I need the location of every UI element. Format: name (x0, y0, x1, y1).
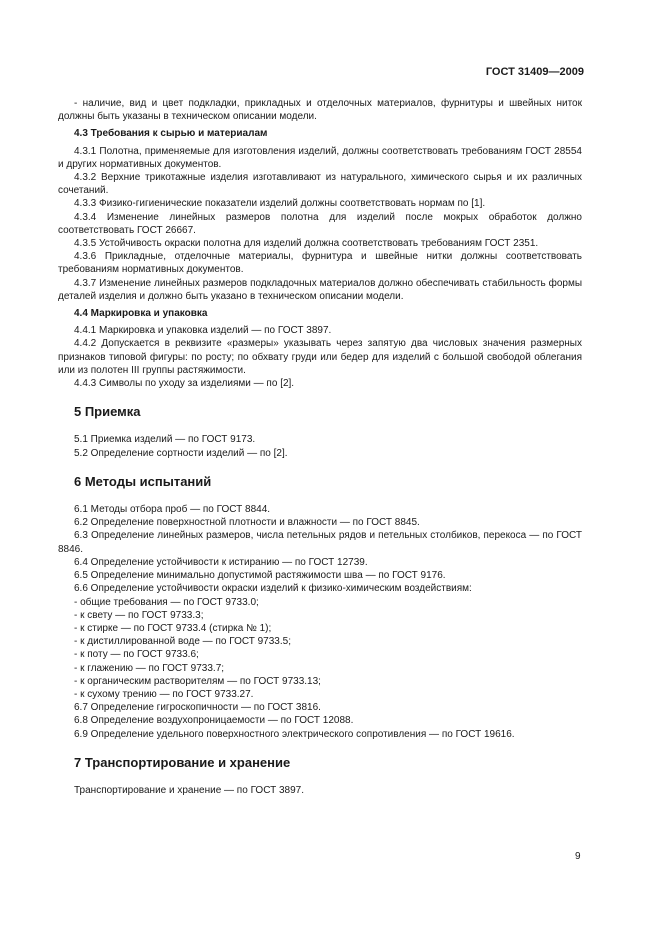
paragraph: 4.3.4 Изменение линейных размеров полотна для изделий после мокрых обработок должно соответствовать ГОСТ 26667. (58, 211, 582, 236)
paragraph: 4.3.2 Верхние трикотажные изделия изготавливают из натурального, химического сырья и их различных сочетаний. (58, 172, 582, 197)
paragraph: 4.3.6 Прикладные, отделочные материалы, фурнитура и швейные нитки должны соответствовать требованиям нормативных документов. (58, 251, 582, 276)
paragraph: 6.3 Определение линейных размеров, числа петельных рядов и петельных столбиков, перекоса — по ГОСТ 8846. (58, 530, 582, 555)
section-heading: 5 Приемка (74, 404, 141, 420)
paragraph: 6.7 Определение гигроскопичности — по ГОСТ 3816. (74, 702, 321, 714)
paragraph: Транспортирование и хранение — по ГОСТ 3897. (74, 784, 304, 796)
paragraph: 6.1 Методы отбора проб — по ГОСТ 8844. (74, 504, 271, 516)
document-body (58, 97, 582, 797)
list-item: - к стирке — по ГОСТ 9733.4 (стирка № 1); (74, 622, 272, 634)
paragraph: 6.4 Определение устойчивости к истиранию — по ГОСТ 12739. (74, 556, 368, 568)
list-item: - к поту — по ГОСТ 9733.6; (74, 649, 199, 661)
paragraph: 4.4.3 Символы по уходу за изделиями — по [2]. (74, 378, 295, 390)
list-item: - к сухому трению — по ГОСТ 9733.27. (74, 688, 254, 700)
list-item: - к дистиллированной воде — по ГОСТ 9733.5; (74, 636, 291, 648)
section-heading: 7 Транспортирование и хранение (74, 754, 291, 770)
paragraph: 4.3.7 Изменение линейных размеров подкладочных материалов должно обеспечивать стабильность формы деталей изделия и должно быть указано в техническом описании модели. (58, 277, 582, 302)
subsection-heading: 4.4 Маркировка и упаковка (74, 308, 208, 320)
paragraph: 4.4.2 Допускается в реквизите «размеры» указывать через запятую два числовых значения размерных признаков типовой фигуры: по росту; по обхвату груди или бедер для изделий с большой свободой облегания или из полотен III группы растяжимости. (58, 338, 582, 376)
document-number: ГОСТ 31409—2009 (485, 66, 584, 78)
paragraph: 5.1 Приемка изделий — по ГОСТ 9173. (74, 434, 256, 446)
paragraph: 6.2 Определение поверхностной плотности и влажности — по ГОСТ 8845. (74, 517, 420, 529)
paragraph: 6.8 Определение воздухопроницаемости — по ГОСТ 12088. (74, 715, 354, 727)
paragraph: 4.3.3 Физико-гигиенические показатели изделий должны соответствовать нормам по [1]. (74, 198, 486, 210)
paragraph: - наличие, вид и цвет подкладки, прикладных и отделочных материалов, фурнитуры и швейных ниток должны быть указаны в техническом описании модели. (58, 98, 582, 123)
paragraph: 4.3.5 Устойчивость окраски полотна для изделий должна соответствовать требованиям ГОСТ 2351. (74, 238, 539, 250)
paragraph: 4.4.1 Маркировка и упаковка изделий — по ГОСТ 3897. (74, 325, 332, 337)
list-item: - к свету — по ГОСТ 9733.3; (74, 609, 204, 621)
paragraph: 6.5 Определение минимально допустимой растяжимости шва — по ГОСТ 9176. (74, 570, 446, 582)
paragraph: 4.3.1 Полотна, применяемые для изготовления изделий, должны соответствовать требованиям ГОСТ 28554 и других нормативных документов. (58, 145, 582, 170)
paragraph: 5.2 Определение сортности изделий — по [2]. (74, 447, 288, 459)
list-item: - к органическим растворителям — по ГОСТ 9733.13; (74, 675, 321, 687)
subsection-heading: 4.3 Требования к сырью и материалам (74, 128, 268, 140)
page-number: 9 (575, 851, 581, 862)
paragraph: 6.6 Определение устойчивости окраски изделий к физико-химическим воздействиям: (74, 583, 472, 595)
paragraph: 6.9 Определение удельного поверхностного электрического сопротивления — по ГОСТ 19616. (74, 728, 515, 740)
section-heading: 6 Методы испытаний (74, 473, 212, 489)
list-item: - к глажению — по ГОСТ 9733.7; (74, 662, 225, 674)
list-item: - общие требования — по ГОСТ 9733.0; (74, 596, 259, 608)
